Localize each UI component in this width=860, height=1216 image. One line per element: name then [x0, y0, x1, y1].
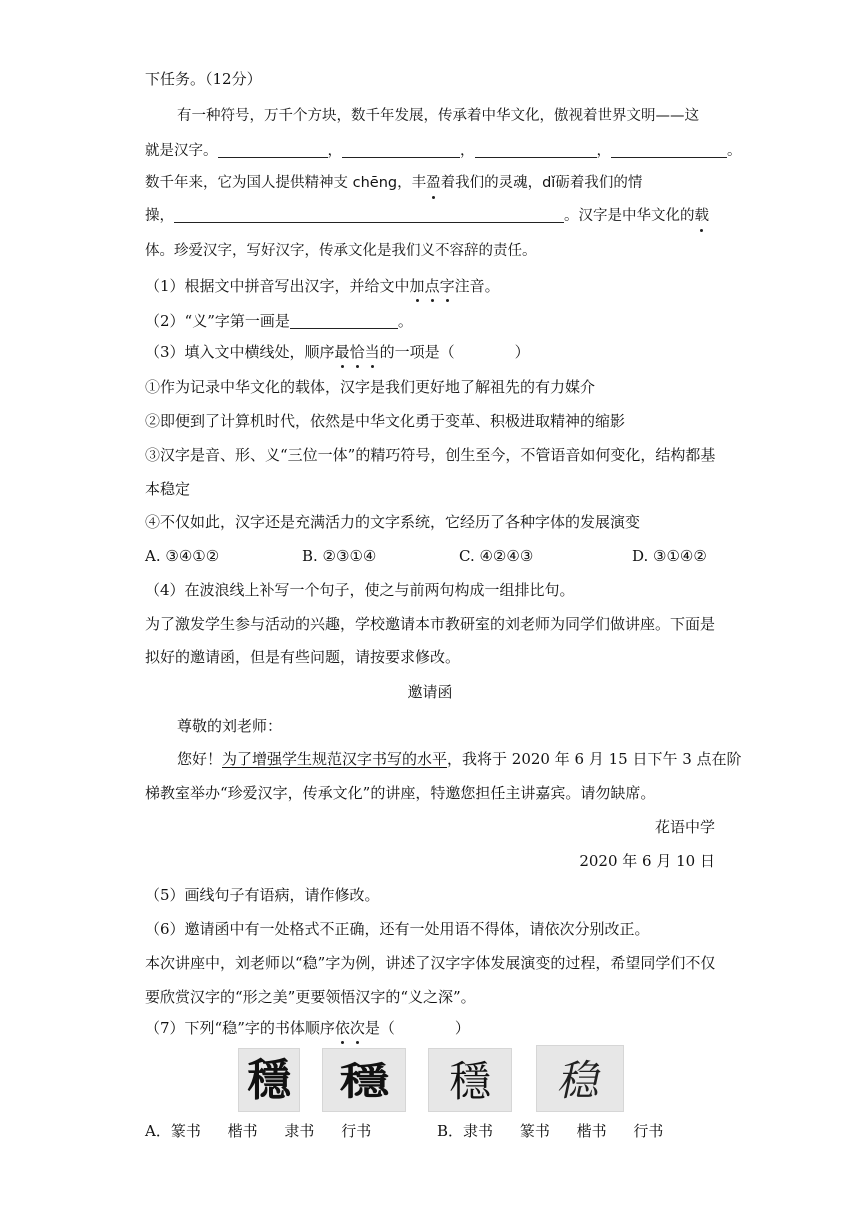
svg-text:穩: 穩: [339, 1059, 390, 1105]
context-line-1: 为了激发学生参与活动的兴趣，学校邀请本市教研室的刘老师为同学们做讲座。下面是: [145, 615, 716, 633]
letter-body-line-2: 梯教室举办“珍爱汉字，传承文化”的讲座，特邀您担任主讲嘉宾。请勿缺席。: [145, 784, 656, 802]
letter-body-line-1: 您好！为了增强学生规范汉字书写的水平，我将于 2020 年 6 月 15 日下午 3 点在阶: [177, 750, 742, 768]
intro-line-5: 体。珍爱汉字，写好汉字，传承文化是我们义不容辞的责任。: [145, 243, 537, 259]
answer-blank-4[interactable]: [611, 141, 727, 158]
task-score-line: 下任务。（12分）: [145, 70, 262, 88]
svg-text:穩: 穩: [247, 1055, 291, 1106]
sentence-2: ②即便到了计算机时代，依然是中华文化勇于变革、积极进取精神的缩影: [145, 412, 626, 430]
question-4: （4）在波浪线上补写一个句子，使之与前两句构成一组排比句。: [145, 581, 575, 599]
option-b[interactable]: B. ②③①④: [302, 547, 377, 565]
lecture-line-1: 本次讲座中，刘老师以“稳”字为例，讲述了汉字字体发展演变的过程，希望同学们不仅: [145, 954, 716, 972]
regular-script-image: [428, 1048, 512, 1112]
running-script-image: [536, 1045, 624, 1112]
letter-title: 邀请函: [407, 683, 453, 701]
seal-script-image: [238, 1048, 300, 1112]
option-7b[interactable]: B．隶书 篆书 楷书 行书: [437, 1122, 664, 1140]
question-7: （7）下列“稳”字的书体顺序依次是（ ）: [145, 1019, 470, 1037]
option-7a[interactable]: A．篆书 楷书 隶书 行书: [145, 1122, 372, 1140]
intro-line-1: 有一种符号，万千个方块，数千年发展，传承着中华文化，傲视着世界文明——这: [177, 108, 699, 124]
answer-blank-2[interactable]: [342, 141, 460, 158]
svg-text:穩: 穩: [448, 1057, 492, 1106]
intro-line-3: 数千年来，它为国人提供精神支 chēng，丰盈着我们的灵魂，dǐ砺着我们的情: [145, 172, 642, 194]
option-a[interactable]: A. ③④①②: [145, 547, 220, 565]
question-6: （6）邀请函中有一处格式不正确，还有一处用语不得体，请依次分别改正。: [145, 920, 650, 938]
option-c[interactable]: C. ④②④③: [459, 547, 534, 565]
sentence-4: ④不仅如此，汉字还是充满活力的文字系统，它经历了各种字体的发展演变: [145, 513, 641, 531]
letter-date: 2020 年 6 月 10 日: [579, 852, 715, 870]
letter-signature: 花语中学: [654, 818, 715, 836]
question-1: （1）根据文中拼音写出汉字，并给文中加点字注音。: [145, 277, 500, 295]
question-2: （2）“义”字第一画是 。: [145, 312, 413, 330]
dotted-char: 盈: [426, 172, 441, 194]
sentence-3-line-2: 本稳定: [145, 480, 191, 498]
lecture-line-2: 要欣赏汉字的“形之美”更要领悟汉字的“义之深”。: [145, 988, 476, 1006]
letter-salutation: 尊敬的刘老师：: [177, 717, 283, 735]
svg-text:稳: 稳: [554, 1057, 607, 1106]
context-line-2: 拟好的邀请函，但是有些问题，请按要求修改。: [145, 648, 461, 666]
question-5: （5）画线句子有语病，请作修改。: [145, 886, 380, 904]
answer-blank-q2[interactable]: [290, 312, 398, 329]
wavy-line-blank[interactable]: [174, 206, 564, 223]
question-3: （3）填入文中横线处，顺序最恰当的一项是（ ）: [145, 343, 530, 361]
intro-line-2: 就是汉字。 ， ， ， 。: [145, 143, 742, 159]
intro-line-4: 操， 。汉字是中华文化的载: [145, 205, 709, 227]
underlined-sentence: 为了增强学生规范汉字书写的水平: [222, 750, 448, 768]
answer-blank-1[interactable]: [218, 141, 328, 158]
sentence-1: ①作为记录中华文化的载体，汉字是我们更好地了解祖先的有力媒介: [145, 378, 596, 396]
sentence-3-line-1: ③汉字是音、形、义“三位一体”的精巧符号，创生至今，不管语音如何变化，结构都基: [145, 446, 716, 464]
option-d[interactable]: D. ③①④②: [632, 547, 707, 565]
clerical-script-image: [322, 1048, 406, 1112]
answer-blank-3[interactable]: [475, 141, 597, 158]
dotted-char: 载: [695, 205, 710, 227]
